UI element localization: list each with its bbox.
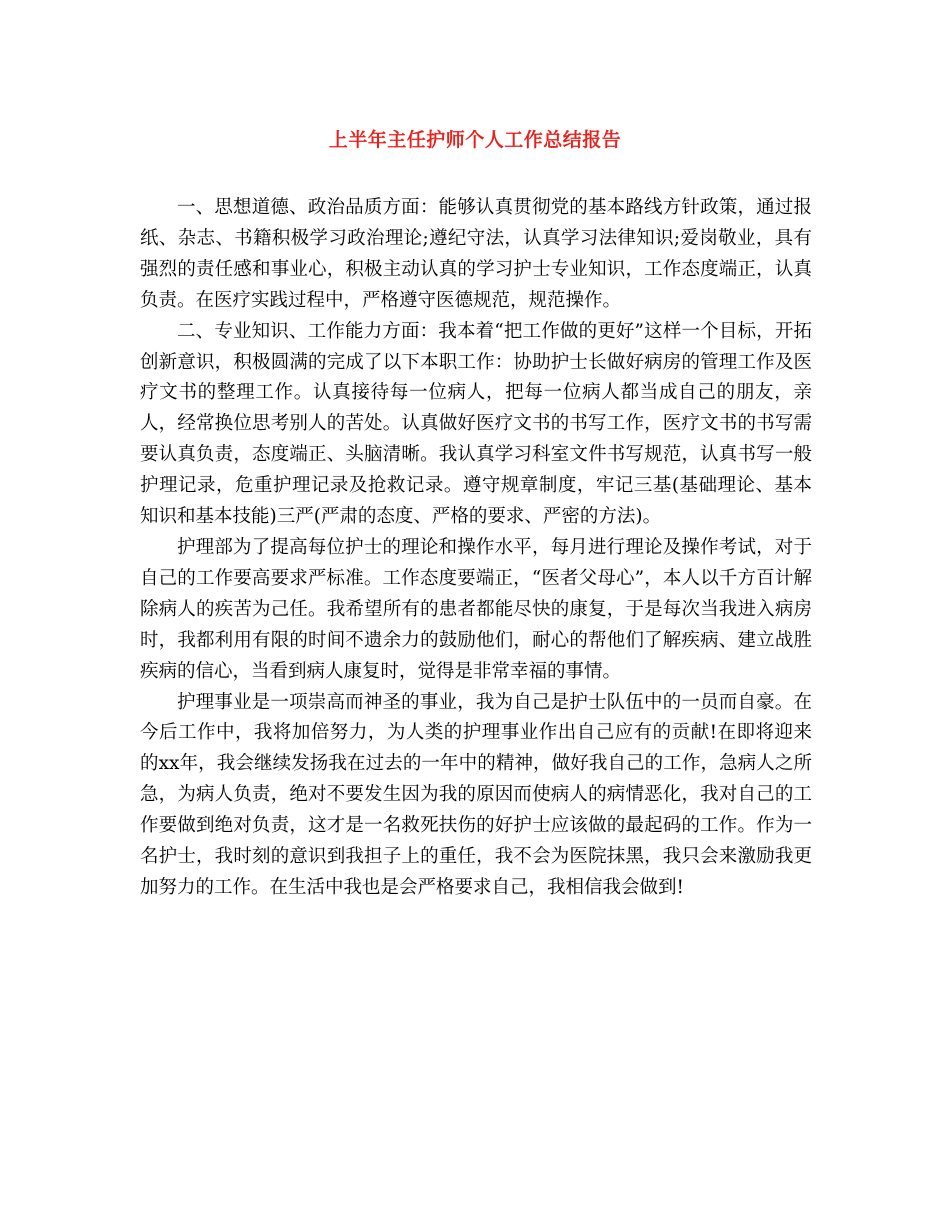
paragraph-4: 护理事业是一项崇高而神圣的事业，我为自己是护士队伍中的一员而自豪。在今后工作中，我将加倍努力，为人类的护理事业作出自己应有的贡献!在即将迎来的xx年，我会继续发扬我在过去的一年中的精神，做好我自己的工作，急病人之所急，为病人负责，绝对不要发生因为我的原因而使病人的病情恶化，我对自己的工作要做到绝对负责，这才是一名救死扶伤的好护士应该做的最起码的工作。作为一名护士，我时刻的意识到我担子上的重任，我不会为医院抹黑，我只会来激励我更加努力的工作。在生活中我也是会严格要求自己，我相信我会做到! xyxy=(140,691,812,898)
document-body xyxy=(140,193,812,904)
paragraph-3: 护理部为了提高每位护士的理论和操作水平，每月进行理论及操作考试，对于自己的工作要高要求严标准。工作态度要端正，“医者父母心”，本人以千方百计解除病人的疾苦为己任。我希望所有的患者都能尽快的康复，于是每次当我进入病房时，我都利用有限的时间不遗余力的鼓励他们，耐心的帮他们了解疾病、建立战胜疾病的信心，当看到病人康复时，觉得是非常幸福的事情。 xyxy=(140,536,812,682)
document-title: 上半年主任护师个人工作总结报告 xyxy=(328,129,622,151)
paragraph-1: 一、思想道德、政治品质方面：能够认真贯彻党的基本路线方针政策，通过报纸、杂志、书籍积极学习政治理论;遵纪守法，认真学习法律知识;爱岗敬业，具有强烈的责任感和事业心，积极主动认真的学习护士专业知识，工作态度端正，认真负责。在医疗实践过程中，严格遵守医德规范，规范操作。 xyxy=(140,197,812,311)
paragraph-2: 二、专业知识、工作能力方面：我本着“把工作做的更好”这样一个目标，开拓创新意识，积极圆满的完成了以下本职工作：协助护士长做好病房的管理工作及医疗文书的整理工作。认真接待每一位病人，把每一位病人都当成自己的朋友，亲人，经常换位思考别人的苦处。认真做好医疗文书的书写工作，医疗文书的书写需要认真负责，态度端正、头脑清晰。我认真学习科室文件书写规范，认真书写一般护理记录，危重护理记录及抢救记录。遵守规章制度，牢记三基(基础理论、基本知识和基本技能)三严(严肃的态度、严格的要求、严密的方法)。 xyxy=(140,320,812,528)
